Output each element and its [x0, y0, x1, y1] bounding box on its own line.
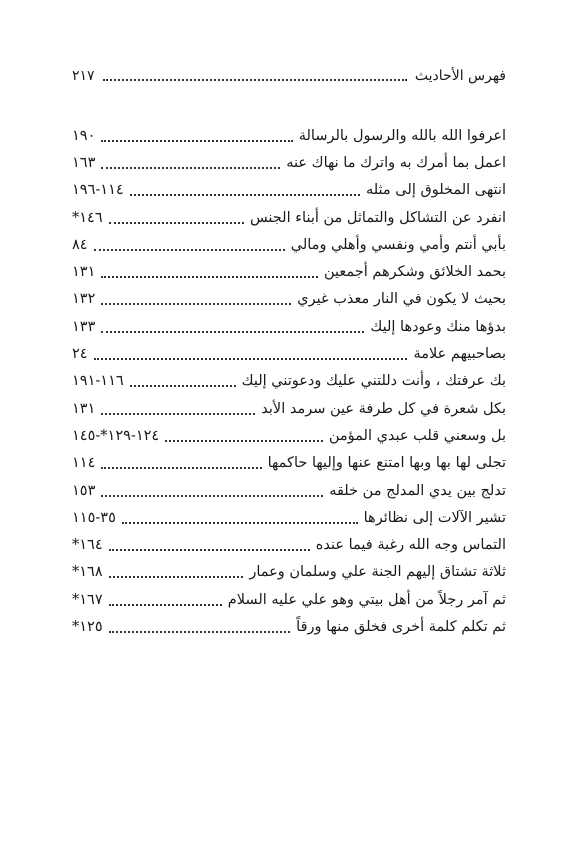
entry-text: بدؤها منك وعودها إليك — [370, 318, 506, 335]
entry-text: بحمد الخلائق وشكرهم أجمعين — [323, 264, 506, 281]
entry-text: انتهى المخلوق إلى مثله — [365, 182, 506, 199]
entry-page-numbers: ١٣١ — [72, 400, 96, 417]
entry-page-numbers: ١٦٧* — [72, 591, 103, 608]
index-entry — [72, 504, 506, 531]
index-entry — [72, 450, 506, 477]
entry-leader-dots — [101, 140, 292, 142]
index-entry — [72, 422, 506, 449]
entry-text: بل وسعني قلب عبدي المؤمن — [328, 427, 506, 444]
entry-leader-dots — [101, 413, 255, 415]
entry-leader-dots — [130, 385, 236, 387]
entry-leader-dots — [101, 167, 280, 169]
entry-page-numbers: ١٢٥* — [72, 618, 103, 635]
entry-leader-dots — [109, 222, 244, 224]
entry-leader-dots — [94, 358, 408, 360]
index-entry — [72, 204, 506, 231]
index-entry — [72, 231, 506, 258]
entry-page-numbers: ١٣١ — [72, 264, 96, 281]
index-entry — [72, 340, 506, 367]
entry-text: تشير الآلات إلى نظائرها — [363, 509, 506, 526]
entry-leader-dots — [101, 276, 318, 278]
entry-page-numbers: ١٦٤* — [72, 537, 103, 554]
entry-page-numbers: ١٦٣ — [72, 154, 96, 171]
entry-text: بك عرفتك ، وأنت دللتني عليك ودعوتني إليك — [241, 373, 506, 390]
entry-leader-dots — [94, 249, 285, 251]
entry-text: ثم آمر رجلاً من أهل بيتي وهو علي عليه السلام — [227, 591, 506, 608]
index-entry — [72, 559, 506, 586]
entry-page-numbers: ١١٤-١٩٦ — [72, 182, 124, 199]
index-entry — [72, 368, 506, 395]
entry-text: ثم تكلم كلمة أخرى فخلق منها ورقاً — [296, 618, 506, 635]
hadith-index-list — [72, 122, 506, 641]
entry-page-numbers: ١٣٢ — [72, 291, 96, 308]
header-title: فهرس الأحاديث — [414, 68, 506, 84]
index-entry — [72, 122, 506, 149]
entry-leader-dots — [101, 495, 323, 497]
entry-text: التماس وجه الله رغبة فيما عنده — [315, 537, 506, 554]
entry-page-numbers: ١٣٣ — [72, 318, 96, 335]
entry-page-numbers: ٢٤ — [72, 346, 88, 363]
entry-leader-dots — [130, 194, 360, 196]
entry-leader-dots — [101, 303, 291, 305]
index-entry — [72, 531, 506, 558]
entry-page-numbers: ١٦٨* — [72, 564, 103, 581]
entry-page-numbers: ١٤٦* — [72, 209, 103, 226]
index-entry — [72, 613, 506, 640]
index-entry — [72, 313, 506, 340]
entry-leader-dots — [101, 467, 261, 469]
index-entry — [72, 177, 506, 204]
entry-leader-dots — [109, 604, 222, 606]
entry-leader-dots — [109, 549, 310, 551]
entry-page-numbers: ٨٤ — [72, 236, 88, 253]
entry-leader-dots — [109, 631, 291, 633]
entry-page-numbers: ١٩٠ — [72, 127, 96, 144]
entry-text: بأبي أنتم وأمي ونفسي وأهلي ومالي — [290, 236, 506, 253]
entry-text: ثلاثة تشتاق إليهم الجنة علي وسلمان وعمار — [249, 564, 506, 581]
entry-leader-dots — [165, 440, 323, 442]
entry-page-numbers: ١١٦-١٩١ — [72, 373, 124, 390]
header-page-number: ٢١٧ — [72, 68, 95, 84]
index-entry — [72, 586, 506, 613]
entry-leader-dots — [122, 522, 358, 524]
entry-page-numbers: ١٥٣ — [72, 482, 96, 499]
entry-text: بكل شعرة في كل طرفة عين سرمد الأبد — [261, 400, 506, 417]
entry-text: انفرد عن التشاكل والتماثل من أبناء الجنس — [249, 209, 506, 226]
header-leader-dots — [103, 79, 407, 81]
entry-text: تجلى لها بها وبها امتنع عنها وإليها حاكمها — [267, 455, 506, 472]
index-entry — [72, 149, 506, 176]
entry-page-numbers: ١٢٤-١٢٩*-١٤٥ — [72, 427, 160, 444]
entry-text: بحيث لا يكون في النار معذب غيري — [297, 291, 506, 308]
entry-leader-dots — [109, 576, 244, 578]
index-entry — [72, 395, 506, 422]
entry-text: تدلج بين يدي المدلج من خلقه — [329, 482, 506, 499]
entry-text: اعمل بما أمرك به واترك ما نهاك عنه — [286, 154, 506, 171]
entry-page-numbers: ٣٥-١١٥ — [72, 509, 116, 526]
page-header — [72, 64, 506, 88]
index-entry — [72, 286, 506, 313]
index-entry — [72, 477, 506, 504]
entry-text: اعرفوا الله بالله والرسول بالرسالة — [298, 127, 506, 144]
entry-leader-dots — [101, 331, 364, 333]
index-entry — [72, 258, 506, 285]
entry-page-numbers: ١١٤ — [72, 455, 96, 472]
entry-text: بصاحبيهم علامة — [413, 346, 506, 363]
